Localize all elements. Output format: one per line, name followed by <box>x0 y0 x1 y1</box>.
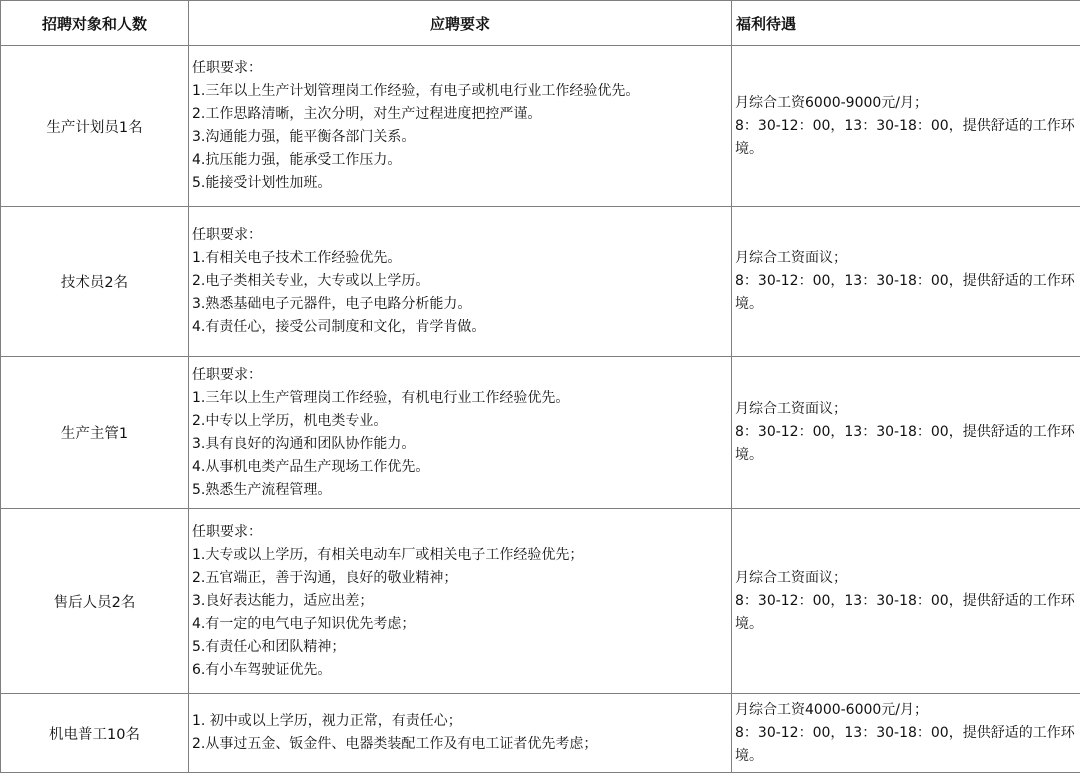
requirement-line: 3.熟悉基础电子元器件，电子电路分析能力。 <box>192 296 472 312</box>
requirements-cell <box>189 357 732 509</box>
benefit-hours: 8：30-12：00，13：30-18：00，提供舒适的工作环境。 <box>735 117 1075 157</box>
table-row <box>1 694 1080 773</box>
requirement-line: 4.从事机电类产品生产现场工作优先。 <box>192 458 430 475</box>
benefits-cell <box>732 509 1080 694</box>
benefit-salary: 月综合工资面议； <box>735 401 847 417</box>
position-cell: 技术员2名 <box>1 207 189 357</box>
header-row <box>1 1 1080 46</box>
table-row <box>1 46 1080 207</box>
requirement-line: 2.五官端正，善于沟通，良好的敬业精神； <box>192 569 458 586</box>
requirement-line: 2.工作思路清晰，主次分明，对生产过程进度把控严谨。 <box>192 106 542 122</box>
requirement-line: 2.中专以上学历，机电类专业。 <box>192 412 388 429</box>
requirement-line: 2.从事过五金、钣金件、电器类装配工作及有电工证者优先考虑； <box>192 736 598 752</box>
requirement-line: 5.能接受计划性加班。 <box>192 175 332 191</box>
requirement-line: 1. 初中或以上学历，视力正常，有责任心； <box>192 713 462 729</box>
header-benefits: 福利待遇 <box>732 1 1080 46</box>
table-row <box>1 207 1080 357</box>
requirement-line: 1.三年以上生产计划管理岗工作经验，有电子或机电行业工作经验优先。 <box>192 83 640 99</box>
requirements-cell <box>189 207 732 357</box>
requirement-line: 任职要求： <box>192 60 262 76</box>
requirement-line: 4.有一定的电气电子知识优先考虑； <box>192 615 416 632</box>
requirement-line: 5.有责任心和团队精神； <box>192 638 346 655</box>
requirement-line: 5.熟悉生产流程管理。 <box>192 481 332 498</box>
position-cell: 生产计划员1名 <box>1 46 189 207</box>
table-row <box>1 357 1080 509</box>
position-cell: 售后人员2名 <box>1 509 189 694</box>
table-row <box>1 509 1080 694</box>
requirements-cell <box>189 694 732 773</box>
benefits-cell <box>732 694 1080 773</box>
requirement-line: 3.具有良好的沟通和团队协作能力。 <box>192 435 416 452</box>
requirement-line: 4.抗压能力强，能承受工作压力。 <box>192 152 402 168</box>
benefit-salary: 月综合工资6000-9000元/月； <box>735 94 929 111</box>
benefit-salary: 月综合工资面议； <box>735 250 847 266</box>
header-target: 招聘对象和人数 <box>1 1 189 46</box>
requirement-line: 3.良好表达能力，适应出差； <box>192 592 374 609</box>
requirement-line: 6.有小车驾驶证优先。 <box>192 661 332 678</box>
requirements-cell <box>189 509 732 694</box>
requirement-line: 4.有责任心，接受公司制度和文化，肯学肯做。 <box>192 319 486 335</box>
benefit-hours: 8：30-12：00，13：30-18：00，提供舒适的工作环境。 <box>735 592 1075 632</box>
requirement-line: 任职要求： <box>192 366 262 383</box>
requirement-line: 1.大专或以上学历，有相关电动车厂或相关电子工作经验优先； <box>192 546 584 563</box>
requirement-line: 任职要求： <box>192 227 262 243</box>
benefits-cell <box>732 46 1080 207</box>
benefit-hours: 8：30-12：00，13：30-18：00，提供舒适的工作环境。 <box>735 424 1075 463</box>
requirement-line: 1.有相关电子技术工作经验优先。 <box>192 250 402 266</box>
requirement-line: 2.电子类相关专业，大专或以上学历。 <box>192 273 430 289</box>
requirement-line: 1.三年以上生产管理岗工作经验，有机电行业工作经验优先。 <box>192 389 570 406</box>
requirements-cell <box>189 46 732 207</box>
position-cell: 生产主管1 <box>1 357 189 509</box>
benefit-hours: 8：30-12：00，13：30-18：00，提供舒适的工作环境。 <box>735 273 1075 312</box>
requirement-line: 任职要求： <box>192 523 262 540</box>
benefits-cell <box>732 357 1080 509</box>
benefit-salary: 月综合工资4000-6000元/月； <box>735 701 929 718</box>
benefit-hours: 8：30-12：00，13：30-18：00，提供舒适的工作环境。 <box>735 724 1075 764</box>
benefits-cell <box>732 207 1080 357</box>
position-cell: 机电普工10名 <box>1 694 189 773</box>
requirement-line: 3.沟通能力强，能平衡各部门关系。 <box>192 129 416 145</box>
benefit-salary: 月综合工资面议； <box>735 569 847 586</box>
header-requirements: 应聘要求 <box>189 1 732 46</box>
